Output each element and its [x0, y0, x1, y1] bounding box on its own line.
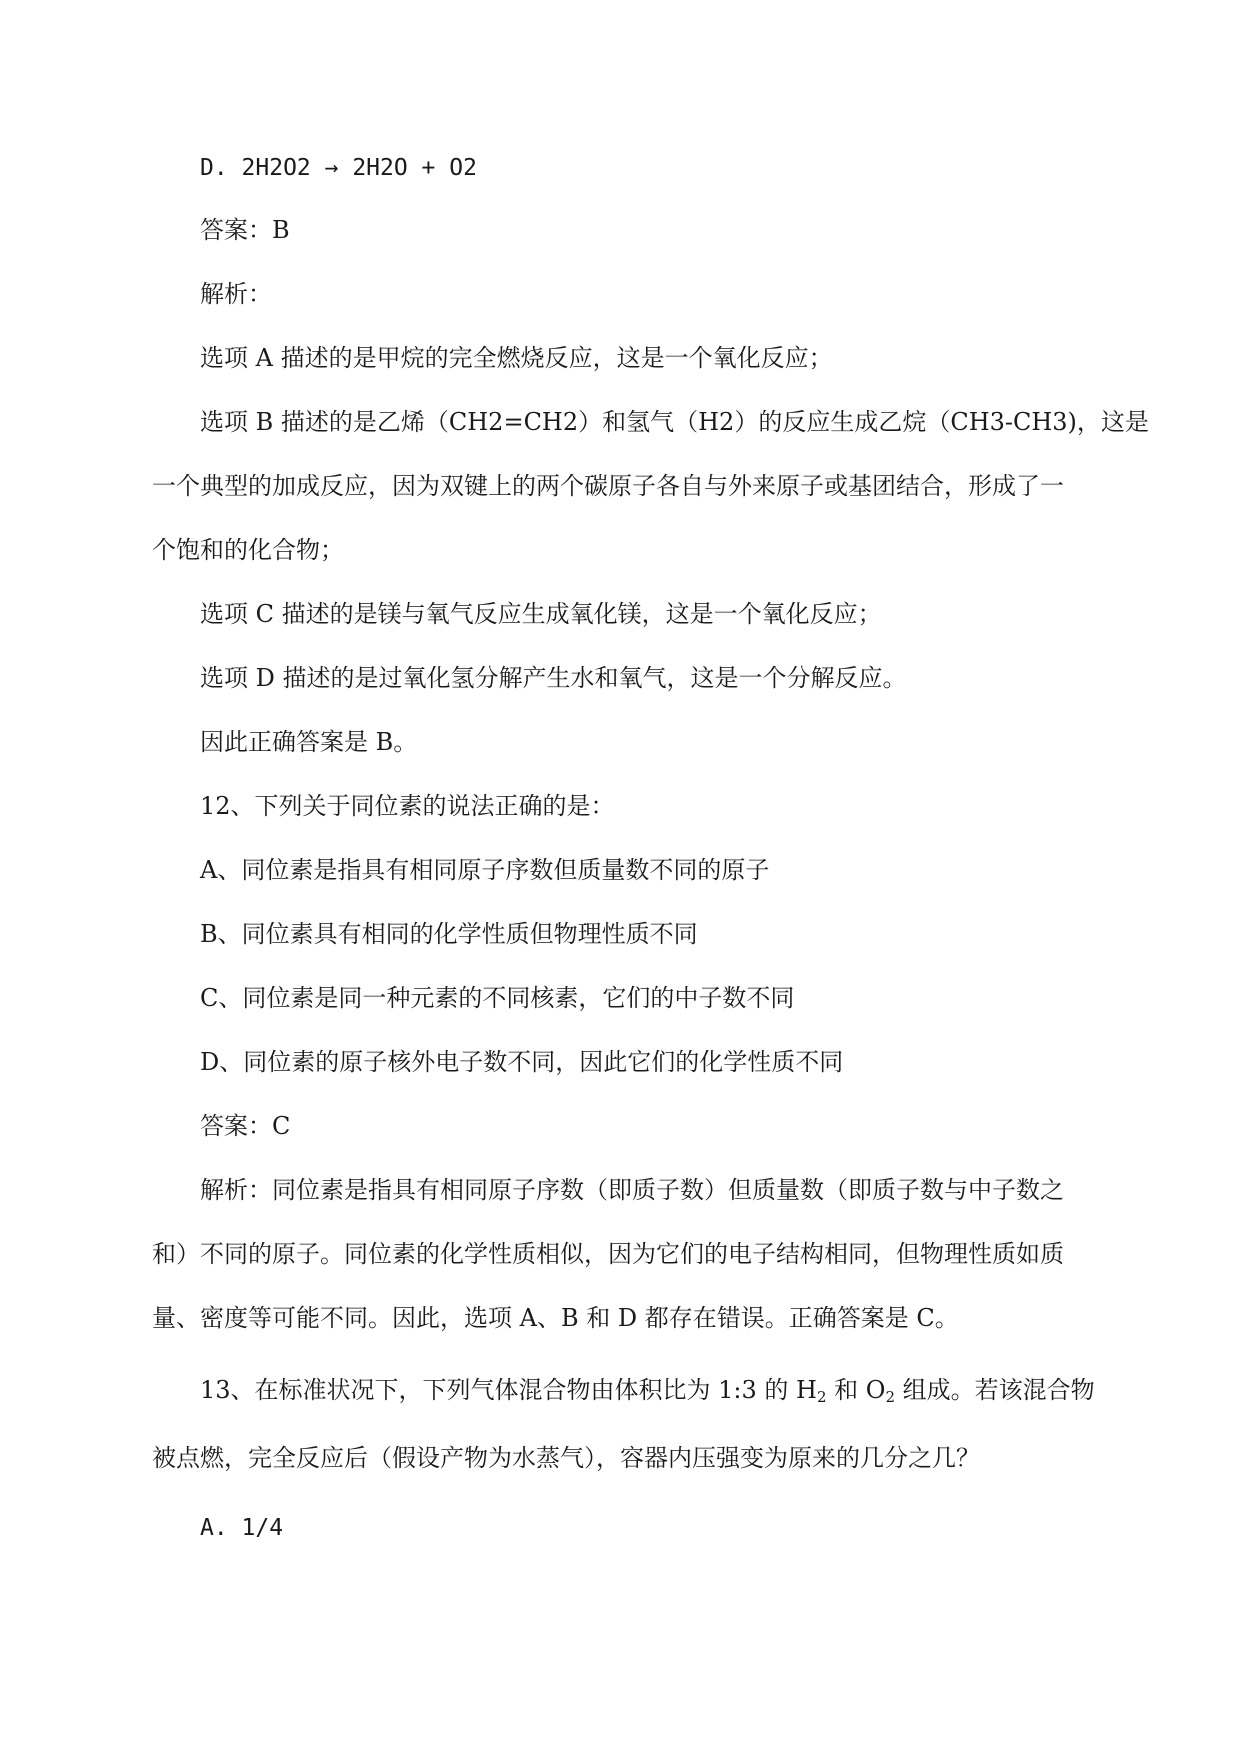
analysis-option-b-cont: 一个典型的加成反应，因为双键上的两个碳原子各自与外来原子或基团结合，形成了一	[152, 472, 1064, 500]
question-12-option-a: A、同位素是指具有相同原子序数但质量数不同的原子	[200, 856, 770, 884]
analysis-option-d: 选项 D 描述的是过氧化氢分解产生水和氧气，这是一个分解反应。	[200, 664, 907, 692]
question-13-option-a: A. 1/4	[200, 1515, 284, 1541]
question-13-text: 组成。若该混合物	[895, 1376, 1095, 1404]
question-13-text: 13、在标准状况下，下列气体混合物由体积比为 1:3 的 H	[200, 1376, 817, 1404]
subscript: 2	[885, 1388, 896, 1406]
question-13-text: 和 O	[826, 1376, 886, 1404]
answer-line: 答案：B	[200, 216, 290, 244]
analysis-paragraph: 解析：同位素是指具有相同原子序数（即质子数）但质量数（即质子数与中子数之	[200, 1176, 1064, 1204]
analysis-option-a: 选项 A 描述的是甲烷的完全燃烧反应，这是一个氧化反应；	[200, 344, 833, 372]
question-13-cont: 被点燃，完全反应后（假设产物为水蒸气），容器内压强变为原来的几分之几？	[152, 1444, 980, 1472]
analysis-option-b: 选项 B 描述的是乙烯（CH2=CH2）和氢气（H2）的反应生成乙烷（CH3-CH3)，这是	[200, 408, 1149, 436]
analysis-option-b-cont: 个饱和的化合物；	[152, 536, 344, 564]
question-12-option-b: B、同位素具有相同的化学性质但物理性质不同	[200, 920, 698, 948]
subscript: 2	[816, 1388, 827, 1406]
option-d-equation: D. 2H2O2 → 2H2O + O2	[200, 155, 477, 181]
analysis-conclusion: 因此正确答案是 B。	[200, 728, 418, 756]
analysis-option-c: 选项 C 描述的是镁与氧气反应生成氧化镁，这是一个氧化反应；	[200, 600, 882, 628]
question-13	[200, 1374, 1095, 1413]
analysis-heading: 解析：	[200, 280, 272, 308]
question-12-option-c: C、同位素是同一种元素的不同核素，它们的中子数不同	[200, 984, 795, 1012]
answer-line: 答案：C	[200, 1112, 291, 1140]
analysis-paragraph-cont: 和）不同的原子。同位素的化学性质相似，因为它们的电子结构相同，但物理性质如质	[152, 1240, 1064, 1268]
question-12-option-d: D、同位素的原子核外电子数不同，因此它们的化学性质不同	[200, 1048, 844, 1076]
analysis-paragraph-cont: 量、密度等可能不同。因此，选项 A、B 和 D 都存在错误。正确答案是 C。	[152, 1304, 959, 1332]
question-12: 12、下列关于同位素的说法正确的是：	[200, 792, 615, 820]
